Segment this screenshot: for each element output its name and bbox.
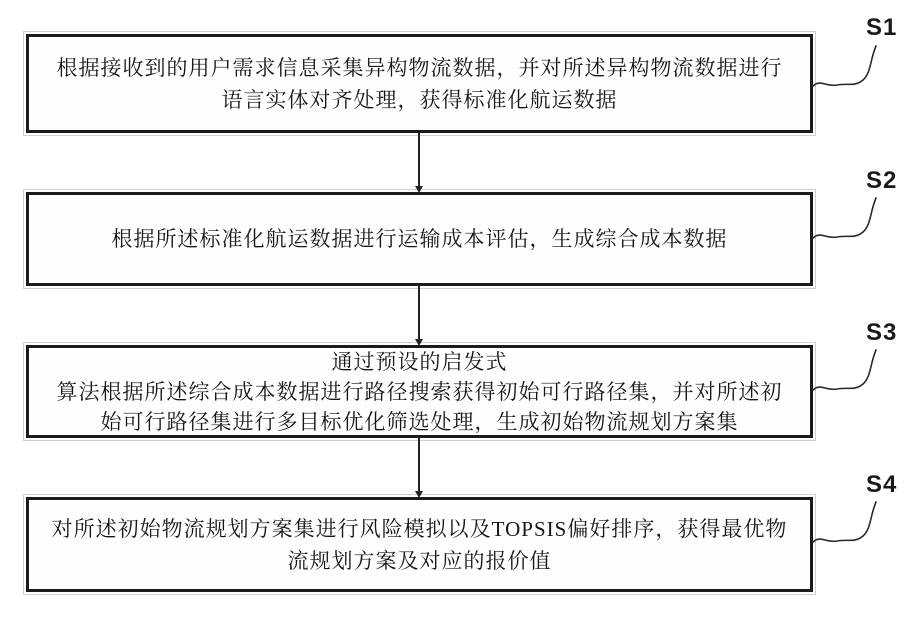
flow-connector-3 [418, 438, 420, 491]
step-label-s4: S4 [866, 471, 898, 498]
process-box-s1 [26, 34, 813, 133]
process-text-line: 根据接收到的用户需求信息采集异构物流数据，并对所述异构物流数据进行 [56, 55, 783, 80]
process-box-s4 [26, 497, 813, 592]
step-label-s3: S3 [866, 319, 898, 346]
process-box-s2 [26, 192, 813, 286]
process-text-line: 始可行路径集进行多目标优化筛选处理，生成初始物流规划方案集 [100, 409, 739, 434]
process-text-line: 根据所述标准化航运数据进行运输成本评估，生成综合成本数据 [111, 227, 728, 251]
step-label-s1: S1 [866, 14, 898, 41]
process-text-line: 语言实体对齐处理，获得标准化航运数据 [221, 87, 618, 112]
process-text-line: 通过预设的启发式 [331, 349, 508, 374]
process-text-line: 算法根据所述综合成本数据进行路径搜索获得初始可行路径集，并对所述初 [56, 379, 783, 404]
leader-line-s1 [812, 40, 882, 90]
leader-line-s2 [812, 192, 882, 242]
step-label-s2: S2 [866, 167, 898, 194]
process-text-line: 对所述初始物流规划方案集进行风险模拟以及TOPSIS偏好排序，获得最优物 [51, 516, 788, 541]
leader-line-s4 [812, 496, 882, 546]
process-box-s3 [26, 345, 813, 438]
arrow-down-icon [415, 491, 423, 498]
leader-line-s3 [812, 344, 882, 394]
flow-connector-2 [418, 286, 420, 339]
flow-connector-1 [418, 133, 420, 186]
process-text-line: 流规划方案及对应的报价值 [287, 548, 552, 573]
arrow-down-icon [415, 339, 423, 346]
arrow-down-icon [415, 186, 423, 193]
